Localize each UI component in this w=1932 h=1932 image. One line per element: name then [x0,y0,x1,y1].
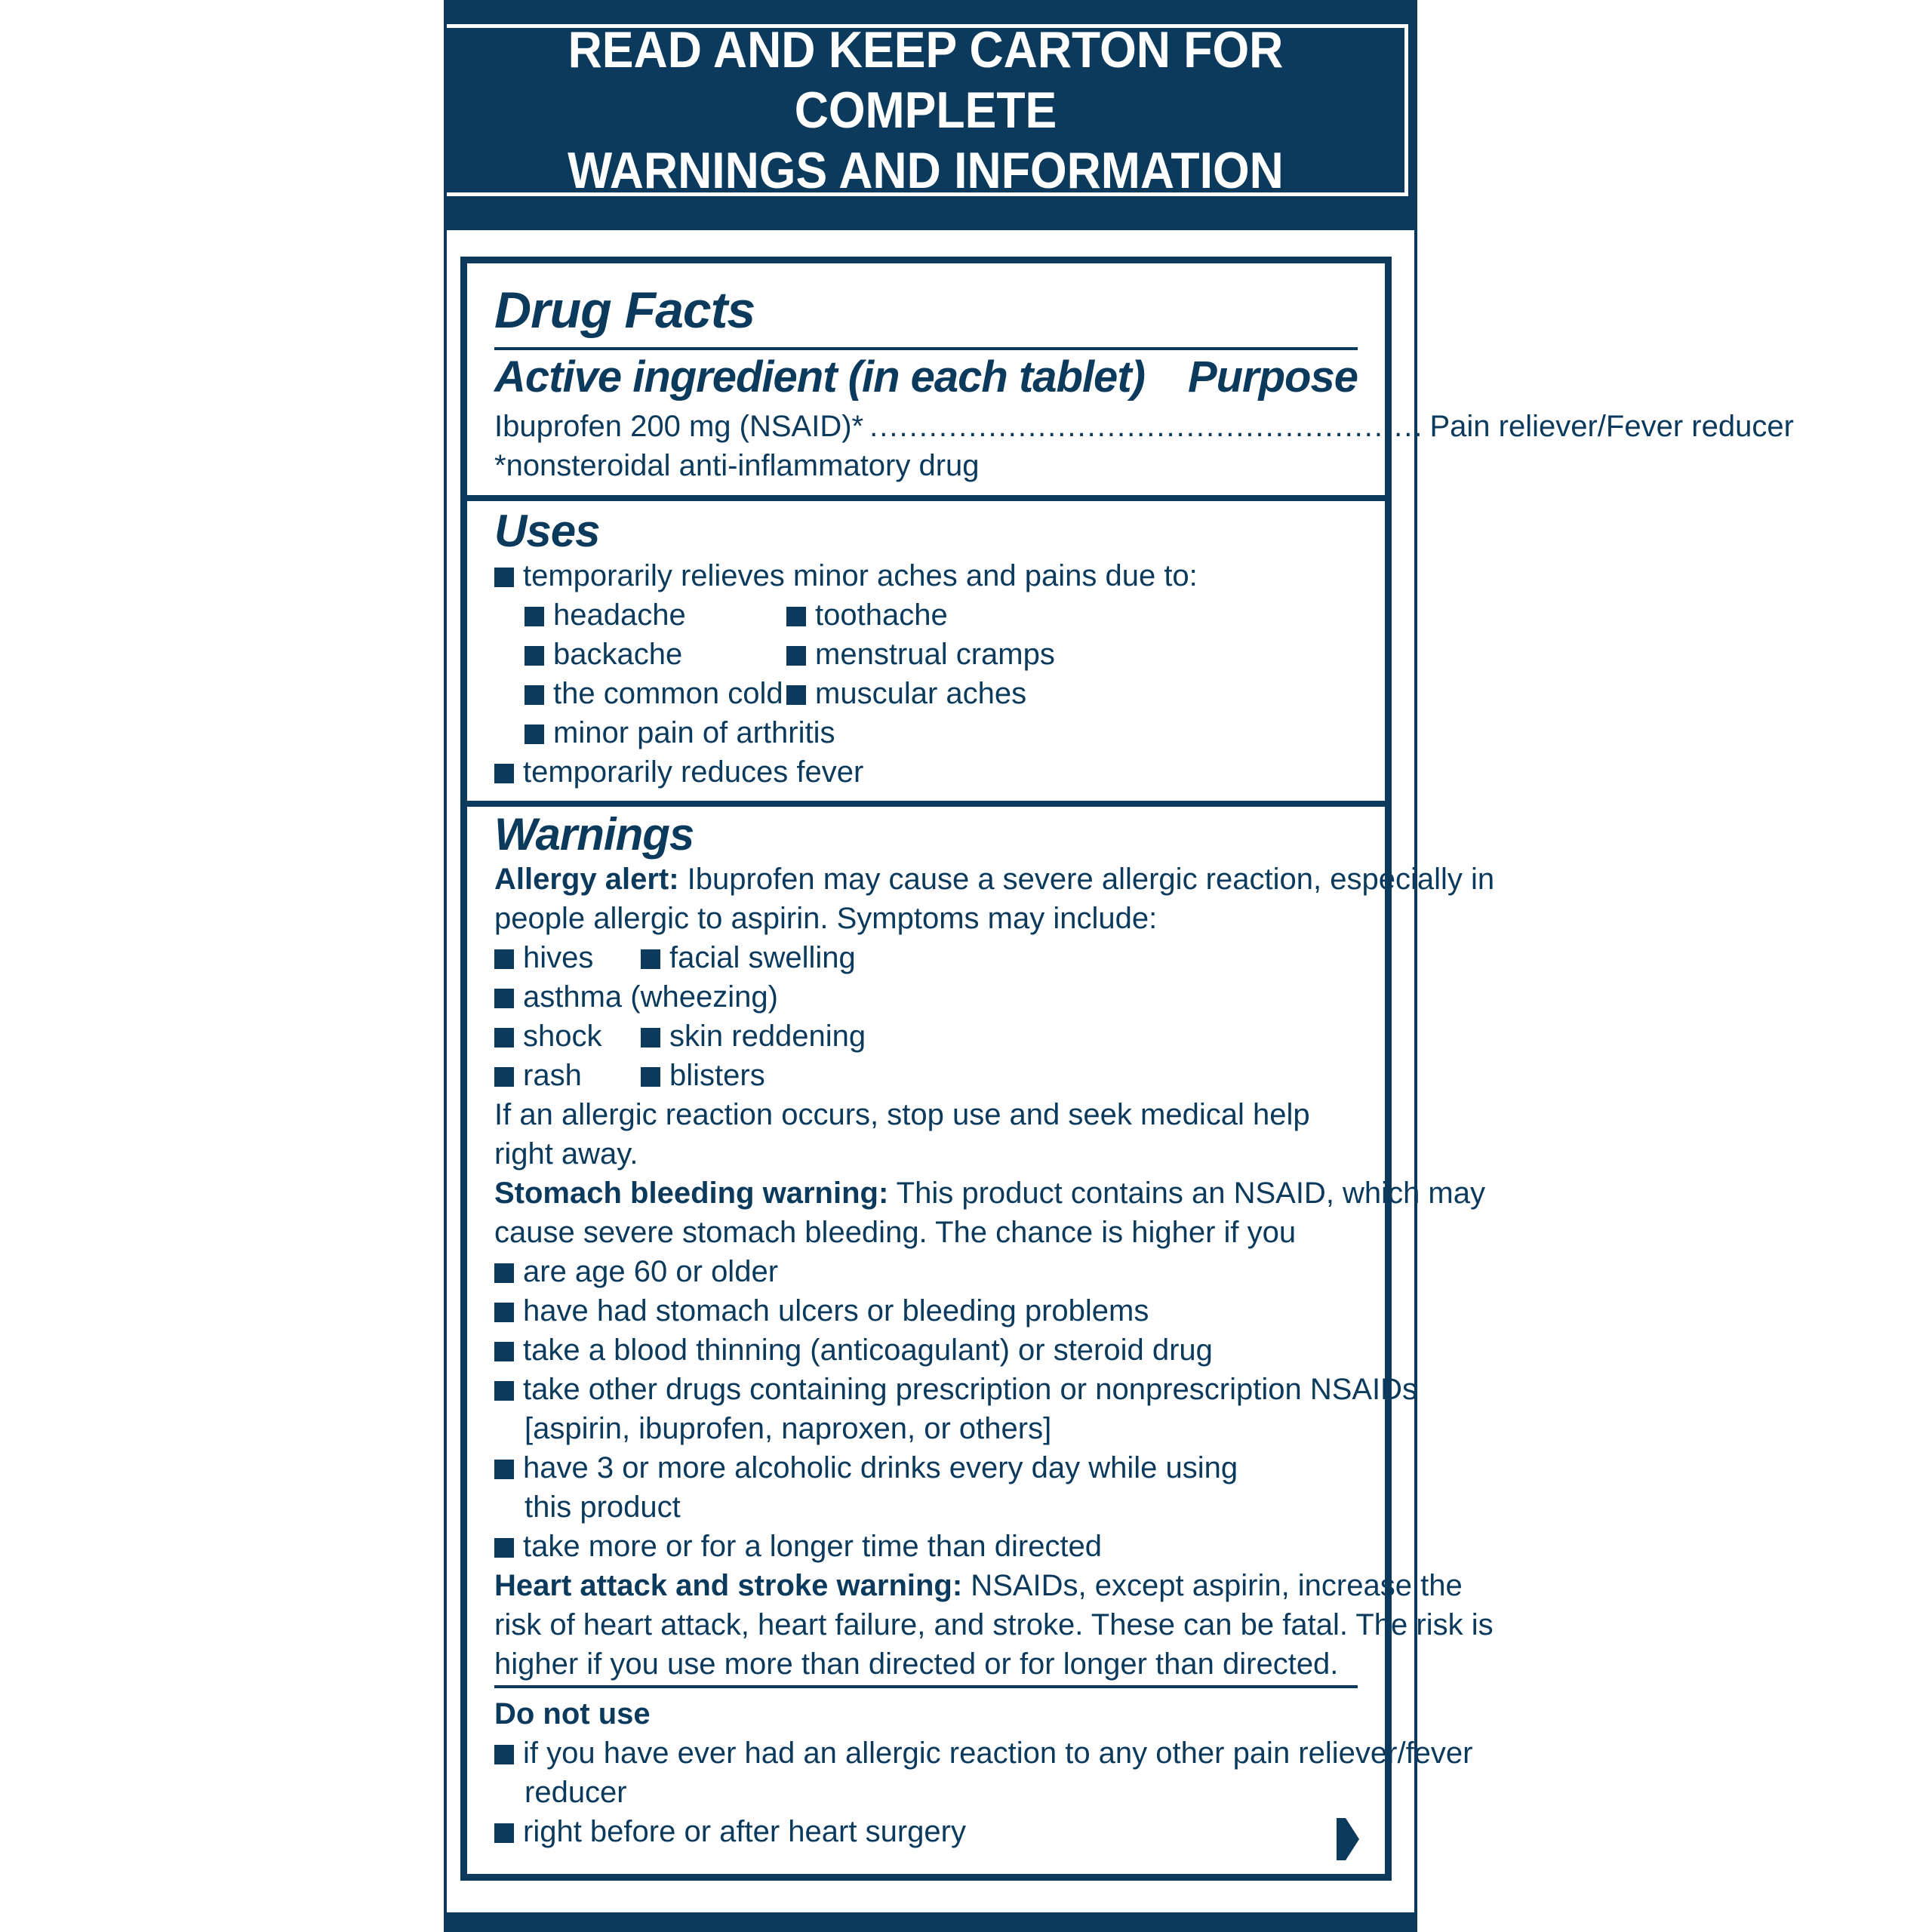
stomach-warning-line-2: cause severe stomach bleeding. The chance is higher if you [494,1216,1297,1249]
square-bullet-icon [494,989,514,1008]
allergy-symptoms [494,938,1358,1095]
drug-facts-title: Drug Facts [494,281,755,339]
square-bullet-icon [525,646,544,666]
stomach-item-continuation: [aspirin, ibuprofen, naproxen, or others] [525,1412,1052,1445]
square-bullet-icon [494,1381,514,1401]
square-bullet-icon [494,1303,514,1322]
continue-arrow-icon [1337,1818,1359,1860]
square-bullet-icon [494,1028,514,1048]
allergy-action-2: right away. [494,1137,638,1171]
square-bullet-icon [786,607,806,626]
uses-section [494,506,1358,792]
header-line-1: READ AND KEEP CARTON FOR COMPLETE [568,21,1284,139]
header-title [485,20,1366,201]
square-bullet-icon [494,1823,514,1843]
stomach-item: have 3 or more alcoholic drinks every day while using [494,1448,1358,1487]
square-bullet-icon [494,1460,514,1479]
use-item: backache [525,635,835,674]
symptom-item: asthma (wheezing) [494,977,778,1017]
warnings-section [494,809,1495,1684]
use-item: menstrual cramps [786,635,1055,674]
heart-warning-line-1: Heart attack and stroke warning: NSAIDs, except aspirin, increase the [494,1569,1463,1602]
uses-col-b [786,595,1055,713]
symptom-item: skin reddening [641,1017,866,1056]
heart-warning-line-2: risk of heart attack, heart failure, and stroke. These can be fatal. The risk is [494,1608,1494,1641]
active-heading-row [494,351,1794,485]
title-rule [494,347,1358,350]
square-bullet-icon [494,949,514,969]
square-bullet-icon [641,1028,660,1048]
allergy-action-1: If an allergic reaction occurs, stop use and seek medical help [494,1098,1310,1131]
do-not-use-section [494,1694,1473,1851]
use-item: muscular aches [786,674,1055,713]
symptom-item: blisters [641,1056,765,1095]
square-bullet-icon [494,568,514,587]
active-ingredient-section [494,280,1358,340]
do-not-use-title: Do not use [494,1697,651,1730]
dot-leader: ........................................................ [869,410,1424,443]
stomach-item: are age 60 or older [494,1252,1358,1291]
ingredient-name: Ibuprofen 200 mg (NSAID)* [494,410,864,443]
warnings-title: Warnings [494,809,694,860]
do-not-use-rule [494,1685,1358,1688]
uses-title: Uses [494,506,600,556]
divider-warnings [467,801,1385,807]
square-bullet-icon [641,949,660,969]
square-bullet-icon [494,1067,514,1087]
nsaid-footnote: *nonsteroidal anti-inflammatory drug [494,449,980,482]
purpose-heading: Purpose [1187,352,1358,401]
allergy-alert-line-2: people allergic to aspirin. Symptoms may include: [494,902,1158,935]
uses-fever: temporarily reduces fever [494,752,1358,792]
symptom-item: shock [494,1017,602,1056]
symptom-item: hives [494,938,593,977]
header-band [447,17,1414,230]
stomach-warning-line-1: Stomach bleeding warning: This product contains an NSAID, which may [494,1177,1485,1210]
square-bullet-icon [494,1263,514,1283]
square-bullet-icon [786,685,806,705]
stomach-item: take a blood thinning (anticoagulant) or steroid drug [494,1331,1358,1370]
use-item: headache [525,595,835,635]
symptom-item: rash [494,1056,582,1095]
header-box [447,21,1408,199]
top-strip [447,0,1414,17]
square-bullet-icon [786,646,806,666]
square-bullet-icon [494,1538,514,1558]
divider-uses [467,495,1385,501]
header-line-2: WARNINGS AND INFORMATION [568,142,1284,199]
heart-warning-line-3: higher if you use more than directed or for longer than directed. [494,1647,1339,1681]
uses-columns [494,595,1358,752]
square-bullet-icon [641,1067,660,1087]
stomach-item: take more or for a longer time than directed [494,1527,1358,1566]
square-bullet-icon [525,724,544,744]
use-item: toothache [786,595,1055,635]
square-bullet-icon [494,764,514,783]
drug-facts-panel [444,0,1794,1932]
square-bullet-icon [494,1745,514,1764]
active-ingredient-heading: Active ingredient (in each tablet) [494,352,1145,401]
ingredient-purpose: Pain reliever/Fever reducer [1429,410,1794,443]
use-item: the common cold [525,674,835,713]
symptom-item: facial swelling [641,938,856,977]
uses-intro: temporarily relieves minor aches and pains due to: [494,556,1358,595]
drug-facts-box [460,257,1794,1881]
do-not-use-item: if you have ever had an allergic reaction to any other pain reliever/fever [494,1734,1358,1773]
do-not-use-item: right before or after heart surgery [494,1812,1358,1851]
stomach-item-continuation: this product [525,1491,681,1524]
use-item: minor pain of arthritis [525,713,835,752]
square-bullet-icon [494,1342,514,1361]
stomach-item: have had stomach ulcers or bleeding problems [494,1291,1358,1331]
square-bullet-icon [525,607,544,626]
square-bullet-icon [525,685,544,705]
do-not-use-item-continuation: reducer [525,1776,627,1809]
allergy-alert-line-1: Allergy alert: Ibuprofen may cause a severe allergic reaction, especially in [494,863,1495,896]
bottom-strip [447,1912,1414,1932]
stomach-item: take other drugs containing prescription or nonprescription NSAIDs [494,1370,1358,1409]
